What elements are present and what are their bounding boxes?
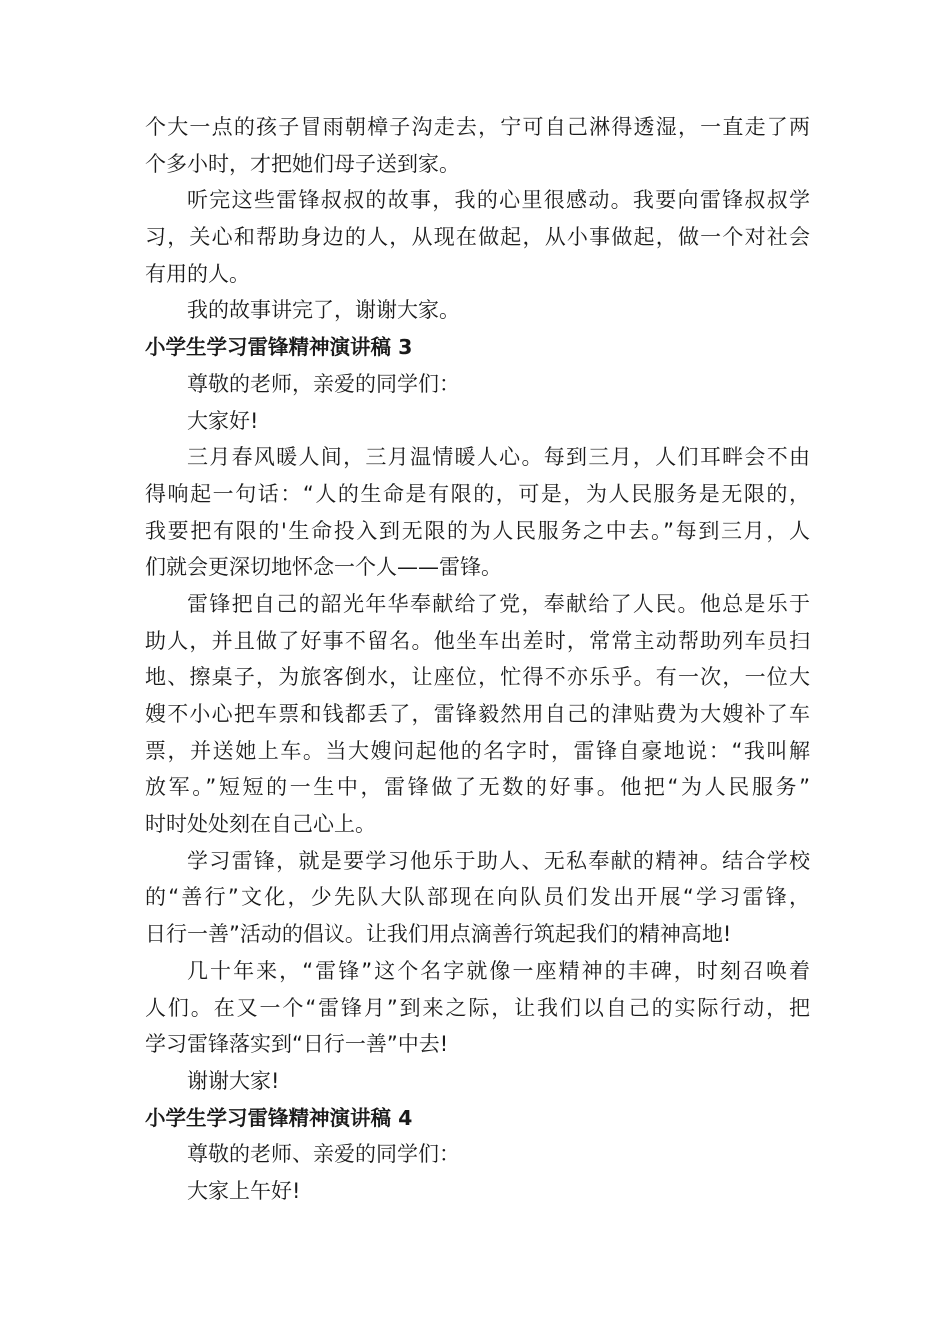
paragraph-line: 人们。在又一个“雷锋月”到来之际，让我们以自己的实际行动，把 [145, 995, 810, 1020]
paragraph-line: 尊敬的老师、亲爱的同学们： [187, 1142, 460, 1167]
paragraph [145, 403, 810, 440]
paragraph-line: 习，关心和帮助身边的人，从现在做起，从小事做起，做一个对社会 [145, 225, 810, 250]
paragraph-line: 放军。”短短的一生中，雷锋做了无数的好事。他把“为人民服务” [145, 775, 810, 800]
paragraph-line: 时时处处刻在自己心上。 [145, 812, 376, 837]
paragraph-line: 谢谢大家! [187, 1068, 280, 1093]
paragraph-line: 们就会更深切地怀念一个人——雷锋。 [145, 555, 502, 580]
section-heading: 小学生学习雷锋精神演讲稿 3 [145, 335, 413, 360]
paragraph [145, 292, 810, 329]
paragraph [145, 953, 810, 1063]
document-body [145, 109, 810, 1210]
paragraph [145, 1173, 810, 1210]
paragraph-line: 的“善行”文化，少先队大队部现在向队员们发出开展“学习雷锋， [145, 885, 810, 910]
paragraph-line: 大家上午好! [187, 1178, 301, 1203]
paragraph-line: 个多小时，才把她们母子送到家。 [145, 151, 460, 176]
paragraph-line: 学习雷锋，就是要学习他乐于助人、无私奉献的精神。结合学校 [187, 848, 810, 873]
paragraph-line: 学习雷锋落实到“日行一善”中去! [145, 1032, 449, 1057]
paragraph-line: 日行一善”活动的倡议。让我们用点滴善行筑起我们的精神高地! [145, 922, 732, 947]
paragraph [145, 366, 810, 403]
paragraph [145, 109, 810, 182]
paragraph-line: 个大一点的孩子冒雨朝樟子沟走去，宁可自己淋得透湿，一直走了两 [145, 115, 810, 139]
paragraph-line: 三月春风暖人间，三月温情暖人心。每到三月，人们耳畔会不由 [187, 445, 810, 470]
paragraph-line: 听完这些雷锋叔叔的故事，我的心里很感动。我要向雷锋叔叔学 [187, 188, 810, 213]
paragraph [145, 439, 810, 586]
paragraph-line: 助人，并且做了好事不留名。他坐车出差时，常常主动帮助列车员扫 [145, 628, 810, 653]
paragraph-line: 我的故事讲完了，谢谢大家。 [187, 298, 460, 323]
paragraph [145, 843, 810, 953]
paragraph-line: 尊敬的老师，亲爱的同学们： [187, 371, 460, 396]
paragraph-line: 嫂不小心把车票和钱都丢了，雷锋毅然用自己的津贴费为大嫂补了车 [145, 702, 810, 726]
paragraph [145, 1136, 810, 1173]
paragraph-line: 得响起一句话：“人的生命是有限的，可是，为人民服务是无限的， [145, 481, 810, 506]
paragraph [145, 1063, 810, 1100]
paragraph-line: 几十年来，“雷锋”这个名字就像一座精神的丰碑，时刻召唤着 [187, 958, 810, 983]
paragraph-line: 我要把有限的'生命投入到无限的为人民服务之中去。”每到三月，人 [145, 518, 810, 543]
paragraph-line: 雷锋把自己的韶光年华奉献给了党，奉献给了人民。他总是乐于 [187, 591, 810, 616]
paragraph-line: 票，并送她上车。当大嫂问起他的名字时，雷锋自豪地说：“我叫解 [145, 738, 810, 763]
paragraph [145, 182, 810, 292]
paragraph-line: 大家好! [187, 408, 259, 433]
paragraph-line: 有用的人。 [145, 261, 250, 286]
paragraph-line: 地、擦桌子，为旅客倒水，让座位，忙得不亦乐乎。有一次，一位大 [145, 665, 810, 690]
paragraph [145, 586, 810, 843]
section-heading: 小学生学习雷锋精神演讲稿 4 [145, 1105, 413, 1130]
